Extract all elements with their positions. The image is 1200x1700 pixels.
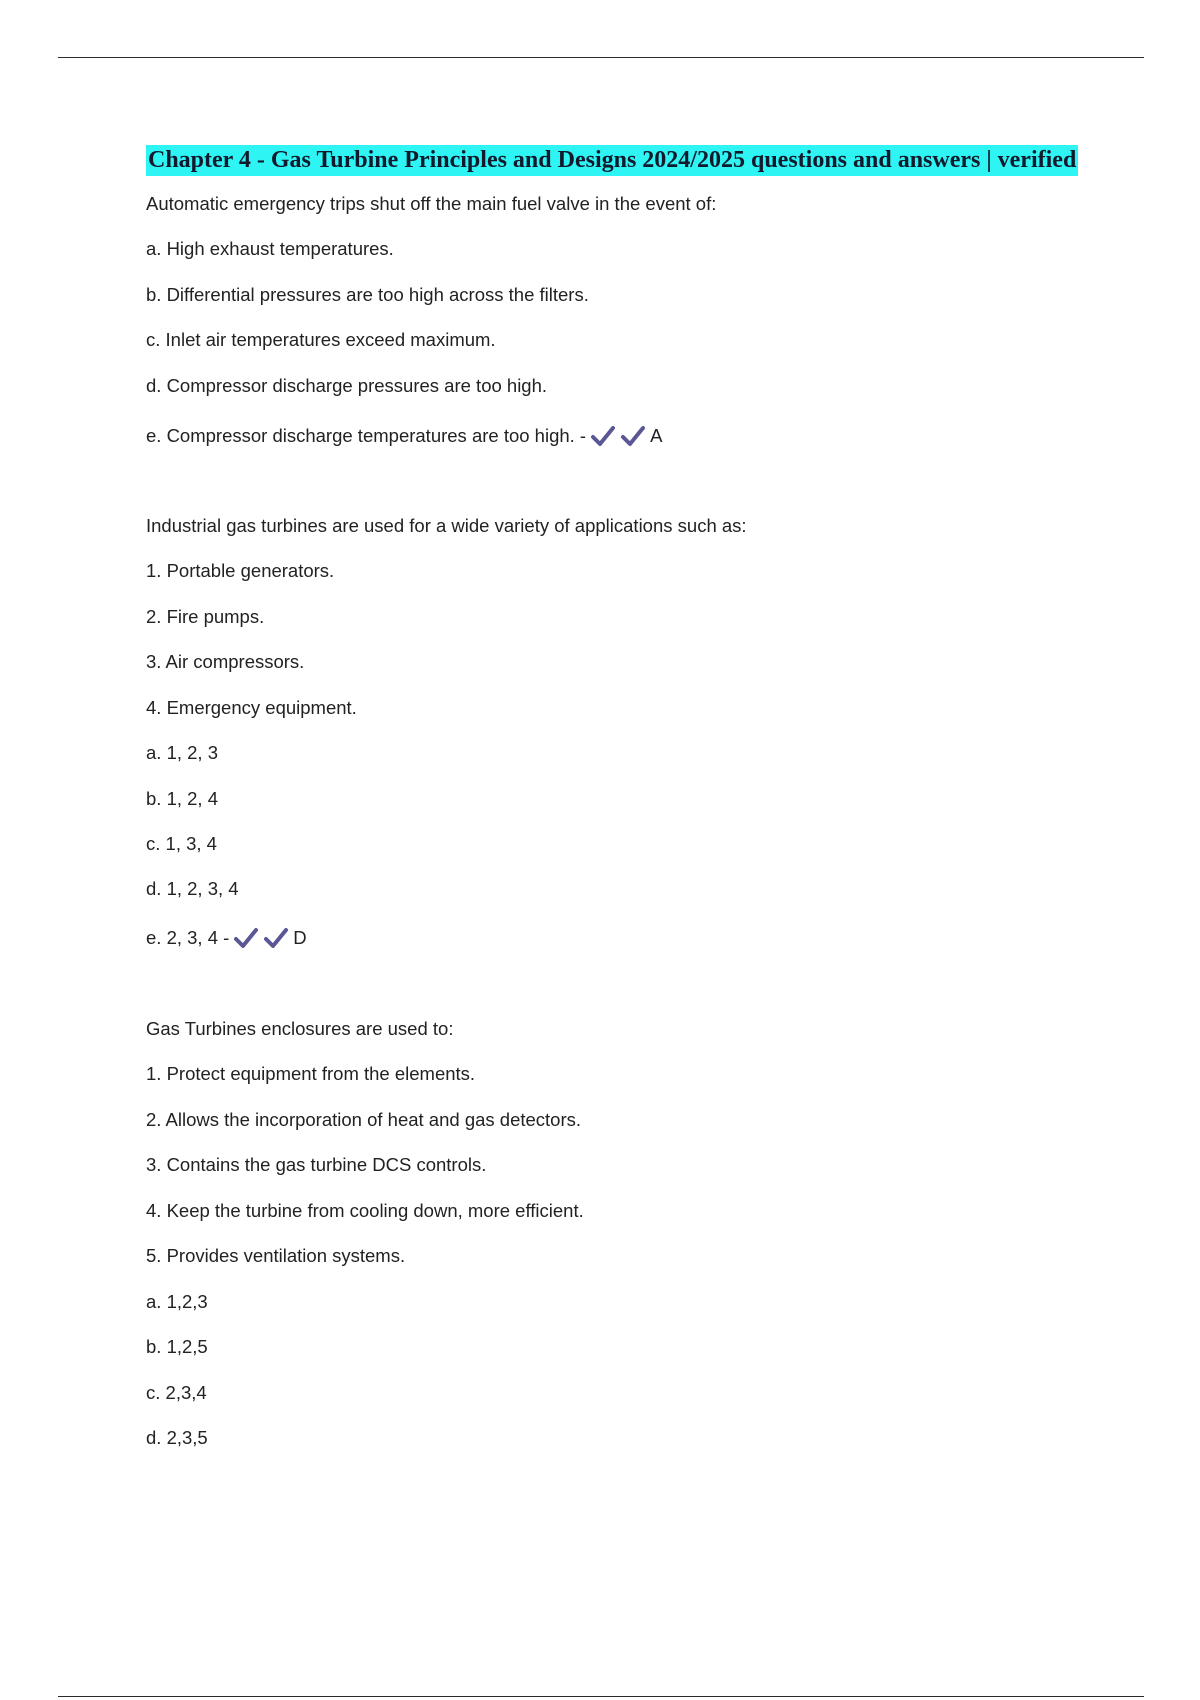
question-1-option-b: b. Differential pressures are too high across the filters. (146, 284, 589, 305)
question-3-item-1: 1. Protect equipment from the elements. (146, 1063, 476, 1084)
question-2-option-e-row (146, 925, 307, 950)
question-2-option-a: a. 1, 2, 3 (146, 742, 218, 763)
question-2-prompt: Industrial gas turbines are used for a wide variety of applications such as: (146, 515, 747, 536)
header-rule (58, 57, 1144, 58)
question-2-item-1: 1. Portable generators. (146, 560, 335, 581)
question-2-item-3: 3. Air compressors. (146, 651, 305, 672)
question-3-option-b: b. 1,2,5 (146, 1336, 208, 1357)
question-1-option-d: d. Compressor discharge pressures are too high. (146, 375, 548, 396)
check-icon (263, 927, 289, 949)
question-3-option-d: d. 2,3,5 (146, 1427, 208, 1448)
question-1-prompt: Automatic emergency trips shut off the main fuel valve in the event of: (146, 193, 717, 214)
question-3-prompt: Gas Turbines enclosures are used to: (146, 1018, 454, 1039)
question-2-item-4: 4. Emergency equipment. (146, 697, 357, 718)
question-1-option-a: a. High exhaust temperatures. (146, 238, 394, 259)
question-2-answer-letter: D (293, 927, 307, 949)
check-icon (233, 927, 259, 949)
check-icon (620, 425, 646, 447)
question-1-answer (146, 424, 662, 448)
question-1-option-e-row (146, 423, 662, 448)
footer-rule (58, 1696, 1144, 1697)
question-1-answer-letter: A (650, 425, 663, 447)
question-2-option-c: c. 1, 3, 4 (146, 833, 217, 854)
question-3-item-3: 3. Contains the gas turbine DCS controls. (146, 1154, 487, 1175)
question-3-option-a: a. 1,2,3 (146, 1291, 208, 1312)
question-1-option-c: c. Inlet air temperatures exceed maximum. (146, 329, 496, 350)
question-3-item-2: 2. Allows the incorporation of heat and gas detectors. (146, 1109, 582, 1130)
document-title: Chapter 4 - Gas Turbine Principles and Designs 2024/2025 questions and answers | verified (146, 145, 1078, 176)
question-2-answer (146, 926, 307, 950)
question-3-option-c: c. 2,3,4 (146, 1382, 207, 1403)
question-2-item-2: 2. Fire pumps. (146, 606, 265, 627)
question-3-item-4: 4. Keep the turbine from cooling down, more efficient. (146, 1200, 584, 1221)
question-1-option-e: e. Compressor discharge temperatures are too high. - (146, 425, 587, 447)
check-icon (590, 425, 616, 447)
question-2-option-e: e. 2, 3, 4 - (146, 927, 230, 949)
question-2-option-d: d. 1, 2, 3, 4 (146, 878, 239, 899)
question-3-item-5: 5. Provides ventilation systems. (146, 1245, 406, 1266)
question-2-option-b: b. 1, 2, 4 (146, 788, 218, 809)
